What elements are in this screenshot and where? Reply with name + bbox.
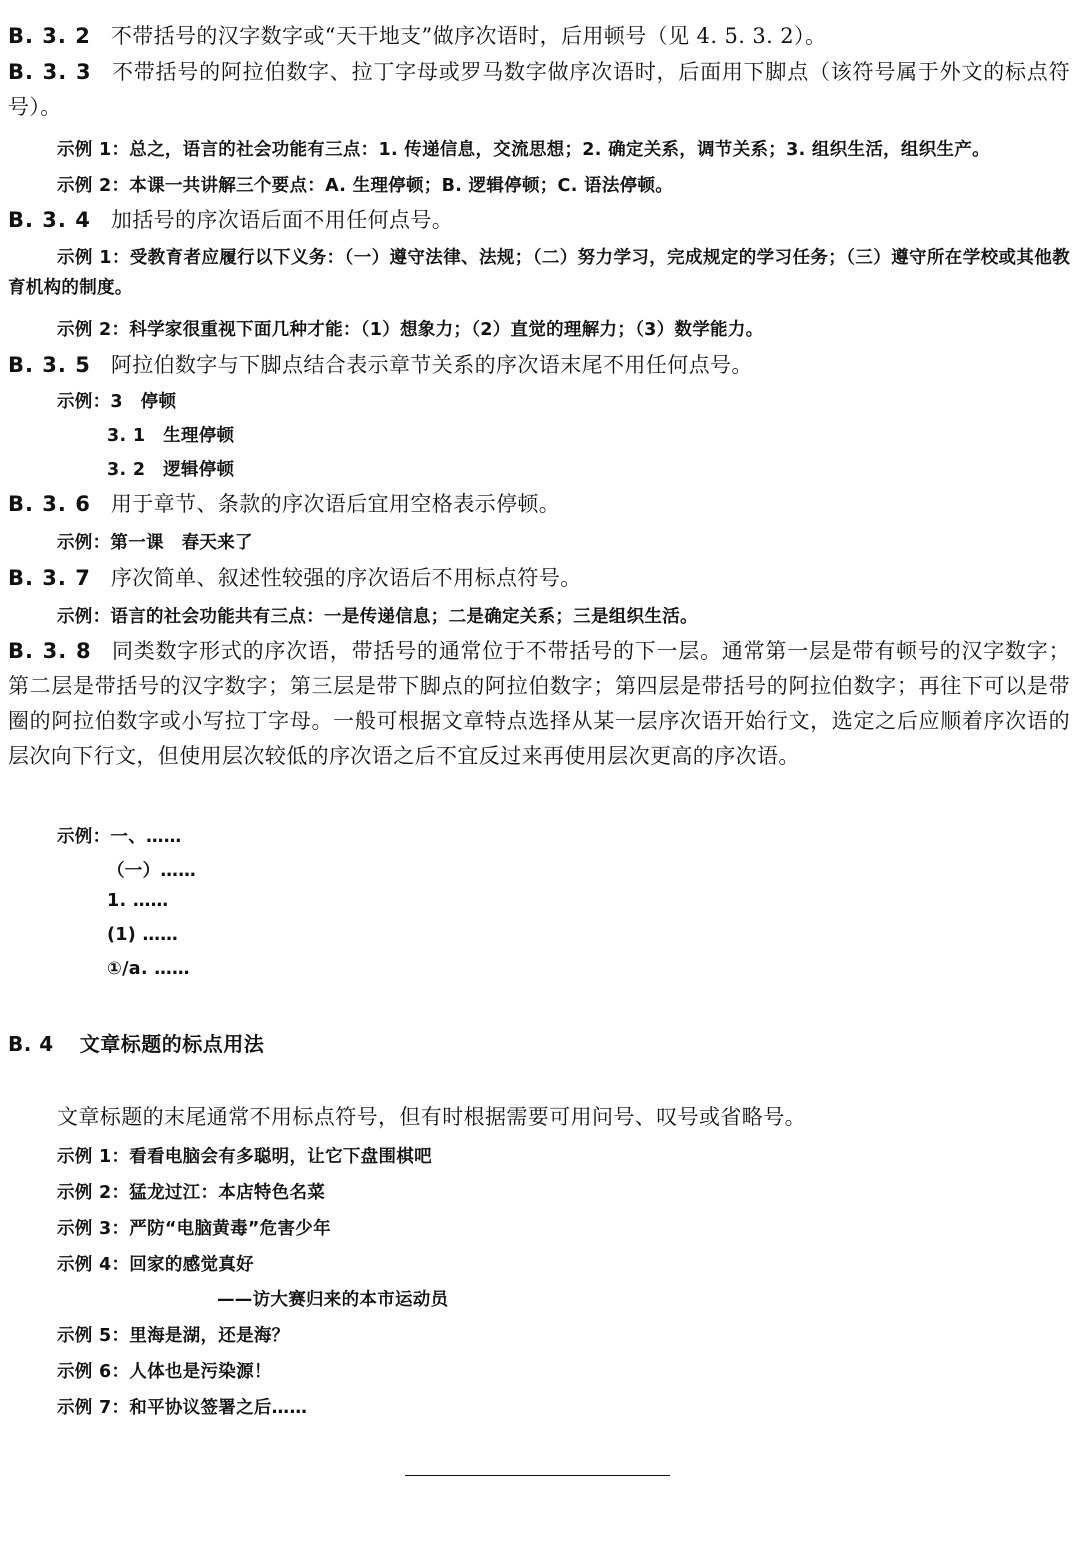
example-b-3-8-line-4: (1) ……: [107, 925, 179, 945]
example-b-3-8-line-1: 示例：一、……: [57, 827, 182, 847]
example-b-3-7: 示例：语言的社会功能共有三点：一是传递信息；二是确定关系；三是组织生活。: [57, 607, 698, 627]
example-b-3-3-1: 示例 1：总之，语言的社会功能有三点：1. 传递信息，交流思想；2. 确定关系，调节关系；3. 组织生活，组织生产。: [57, 140, 990, 160]
title-example-4: 示例 4：回家的感觉真好: [57, 1255, 254, 1275]
title-example-5: 示例 5：里海是湖，还是海？: [57, 1326, 290, 1346]
clause-text: 加括号的序次语后面不用任何点号。: [110, 208, 454, 232]
clause-text: 同类数字形式的序次语，带括号的通常位于不带括号的下一层。通常第一层是带有顿号的汉字数字；第二层是带括号的汉字数字；第三层是带下脚点的阿拉伯数字；第四层是带括号的阿拉伯数字；再往下可以是带圈的阿拉伯数字或小写拉丁字母。一般可根据文章特点选择从某一层序次语开始行文，选定之后应顺着序次语的层次向下行文，但使用层次较低的序次语之后不宜反过来再使用层次更高的序次语。: [8, 639, 1070, 768]
example-b-3-5-line-2: 3. 1 生理停顿: [107, 426, 235, 446]
title-example-3: 示例 3：严防“电脑黄毒”危害少年: [57, 1219, 331, 1239]
example-b-3-3-2: 示例 2：本课一共讲解三个要点：A. 生理停顿；B. 逻辑停顿；C. 语法停顿。: [57, 176, 674, 196]
example-b-3-8-line-2: （一）……: [107, 861, 196, 881]
clause-b-3-4: [8, 204, 453, 234]
example-b-3-6: 示例：第一课 春天来了: [57, 533, 253, 553]
clause-text: 序次简单、叙述性较强的序次语后不用标点符号。: [110, 566, 582, 590]
clause-text: 用于章节、条款的序次语后宜用空格表示停顿。: [110, 492, 561, 516]
section-title: 文章标题的标点用法: [79, 1032, 265, 1056]
clause-b-3-8: [8, 634, 1070, 774]
title-example-7: 示例 7：和平协议签署之后……: [57, 1398, 308, 1418]
clause-number: B. 3. 5: [8, 353, 91, 377]
section-number: B. 4: [8, 1032, 54, 1056]
clause-b-3-2: [8, 20, 826, 50]
example-b-3-5-line-1: 示例：3 停顿: [57, 392, 177, 412]
end-of-document-rule: [405, 1475, 670, 1476]
title-example-2: 示例 2：猛龙过江：本店特色名菜: [57, 1183, 326, 1203]
example-b-3-4-2: 示例 2：科学家很重视下面几种才能：（1）想象力；（2）直觉的理解力；（3）数学能力。: [57, 320, 764, 340]
clause-b-3-7: [8, 562, 582, 592]
clause-number: B. 3. 2: [8, 24, 91, 48]
clause-number: B. 3. 6: [8, 492, 91, 516]
clause-number: B. 3. 7: [8, 566, 91, 590]
clause-b-3-6: [8, 488, 560, 518]
clause-text: 不带括号的汉字数字或“天干地支”做序次语时，后用顿号（见 4. 5. 3. 2）。: [110, 24, 827, 48]
clause-number: B. 3. 4: [8, 208, 91, 232]
clause-b-3-5: [8, 349, 753, 379]
clause-b-3-3: [8, 55, 1070, 125]
title-example-6: 示例 6：人体也是污染源！: [57, 1362, 272, 1382]
section-heading-b-4: [8, 1028, 264, 1057]
section-intro: 文章标题的末尾通常不用标点符号，但有时根据需要可用问号、叹号或省略号。: [57, 1105, 806, 1129]
example-b-3-8-line-5: ①/a. ……: [107, 959, 190, 979]
clause-number: B. 3. 8: [8, 639, 92, 663]
example-b-3-8-line-3: 1. ……: [107, 891, 169, 911]
clause-text: 阿拉伯数字与下脚点结合表示章节关系的序次语末尾不用任何点号。: [110, 353, 753, 377]
title-example-1: 示例 1：看看电脑会有多聪明，让它下盘围棋吧: [57, 1147, 432, 1167]
clause-text: 不带括号的阿拉伯数字、拉丁字母或罗马数字做序次语时，后面用下脚点（该符号属于外文的标点符号）。: [8, 60, 1070, 119]
example-b-3-4-1: 示例 1：受教育者应履行以下义务：（一）遵守法律、法规；（二）努力学习，完成规定的学习任务；（三）遵守所在学校或其他教育机构的制度。: [8, 248, 1070, 298]
clause-number: B. 3. 3: [8, 60, 92, 84]
title-example-4-subtitle: ——访大赛归来的本市运动员: [217, 1290, 449, 1310]
example-b-3-5-line-3: 3. 2 逻辑停顿: [107, 460, 235, 480]
